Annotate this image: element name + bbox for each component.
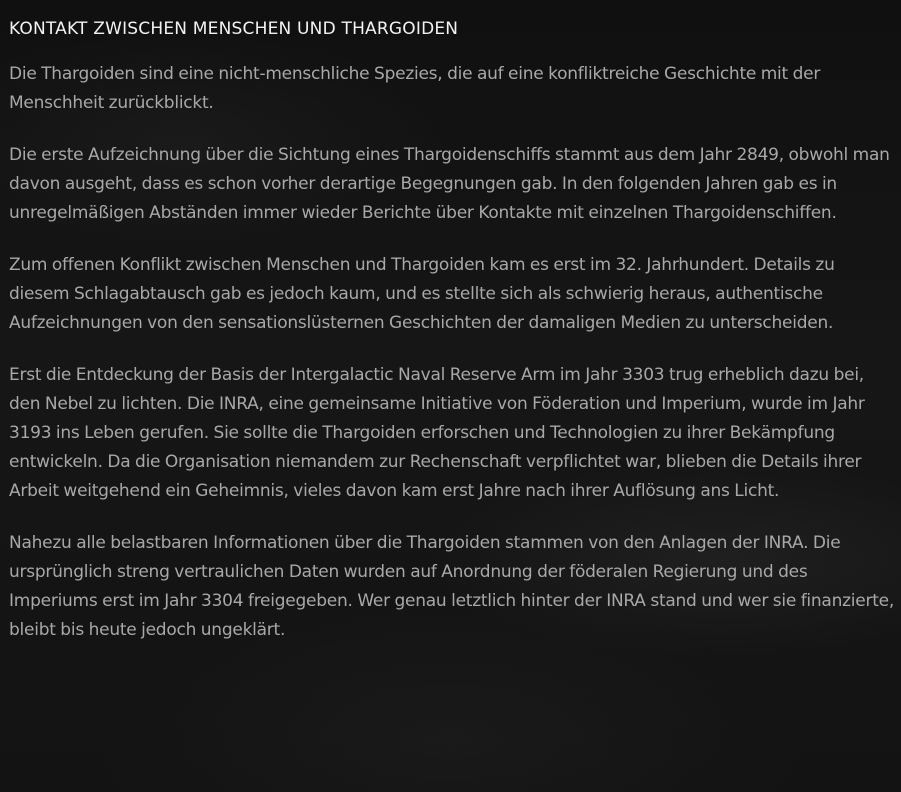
article-title: KONTAKT ZWISCHEN MENSCHEN UND THARGOIDEN	[9, 19, 459, 39]
article-paragraph: Nahezu alle belastbaren Informationen über die Thargoiden stammen von den Anlagen der INRA. Die ursprünglich streng vertraulichen Daten wurden auf Anordnung der föderalen Regierung und des Imperiums erst im Jahr 3304 freigegeben. Wer genau letztlich hinter der INRA stand und wer sie finanzierte, bleibt bis heute jedoch ungeklärt.	[9, 533, 894, 640]
article-paragraph: Die Thargoiden sind eine nicht-menschliche Spezies, die auf eine konfliktreiche Geschichte mit der Menschheit zurückblickt.	[9, 64, 821, 113]
article-paragraph: Zum offenen Konflikt zwischen Menschen und Thargoiden kam es erst im 32. Jahrhundert. Details zu diesem Schlagabtausch gab es jedoch kaum, und es stellte sich als schwierig heraus, authentische Aufzeichnungen von den sensationslüsternen Geschichten der damaligen Medien zu unterscheiden.	[9, 255, 835, 333]
article-paragraph: Erst die Entdeckung der Basis der Intergalactic Naval Reserve Arm im Jahr 3303 trug erheblich dazu bei, den Nebel zu lichten. Die INRA, eine gemeinsame Initiative von Föderation und Imperium, wurde im Jahr 3193 ins Leben gerufen. Sie sollte die Thargoiden erforschen und Technologien zu ihrer Bekämpfung entwickeln. Da die Organisation niemandem zur Rechenschaft verpflichtet war, blieben die Details ihrer Arbeit weitgehend ein Geheimnis, vieles davon kam erst Jahre nach ihrer Auflösung ans Licht.	[9, 365, 865, 501]
article-paragraph: Die erste Aufzeichnung über die Sichtung eines Thargoidenschiffs stammt aus dem Jahr 2849, obwohl man davon ausgeht, dass es schon vorher derartige Begegnungen gab. In den folgenden Jahren gab es in unregelmäßigen Abständen immer wieder Berichte über Kontakte mit einzelnen Thargoidenschiffen.	[9, 145, 890, 223]
article-body	[9, 60, 894, 668]
